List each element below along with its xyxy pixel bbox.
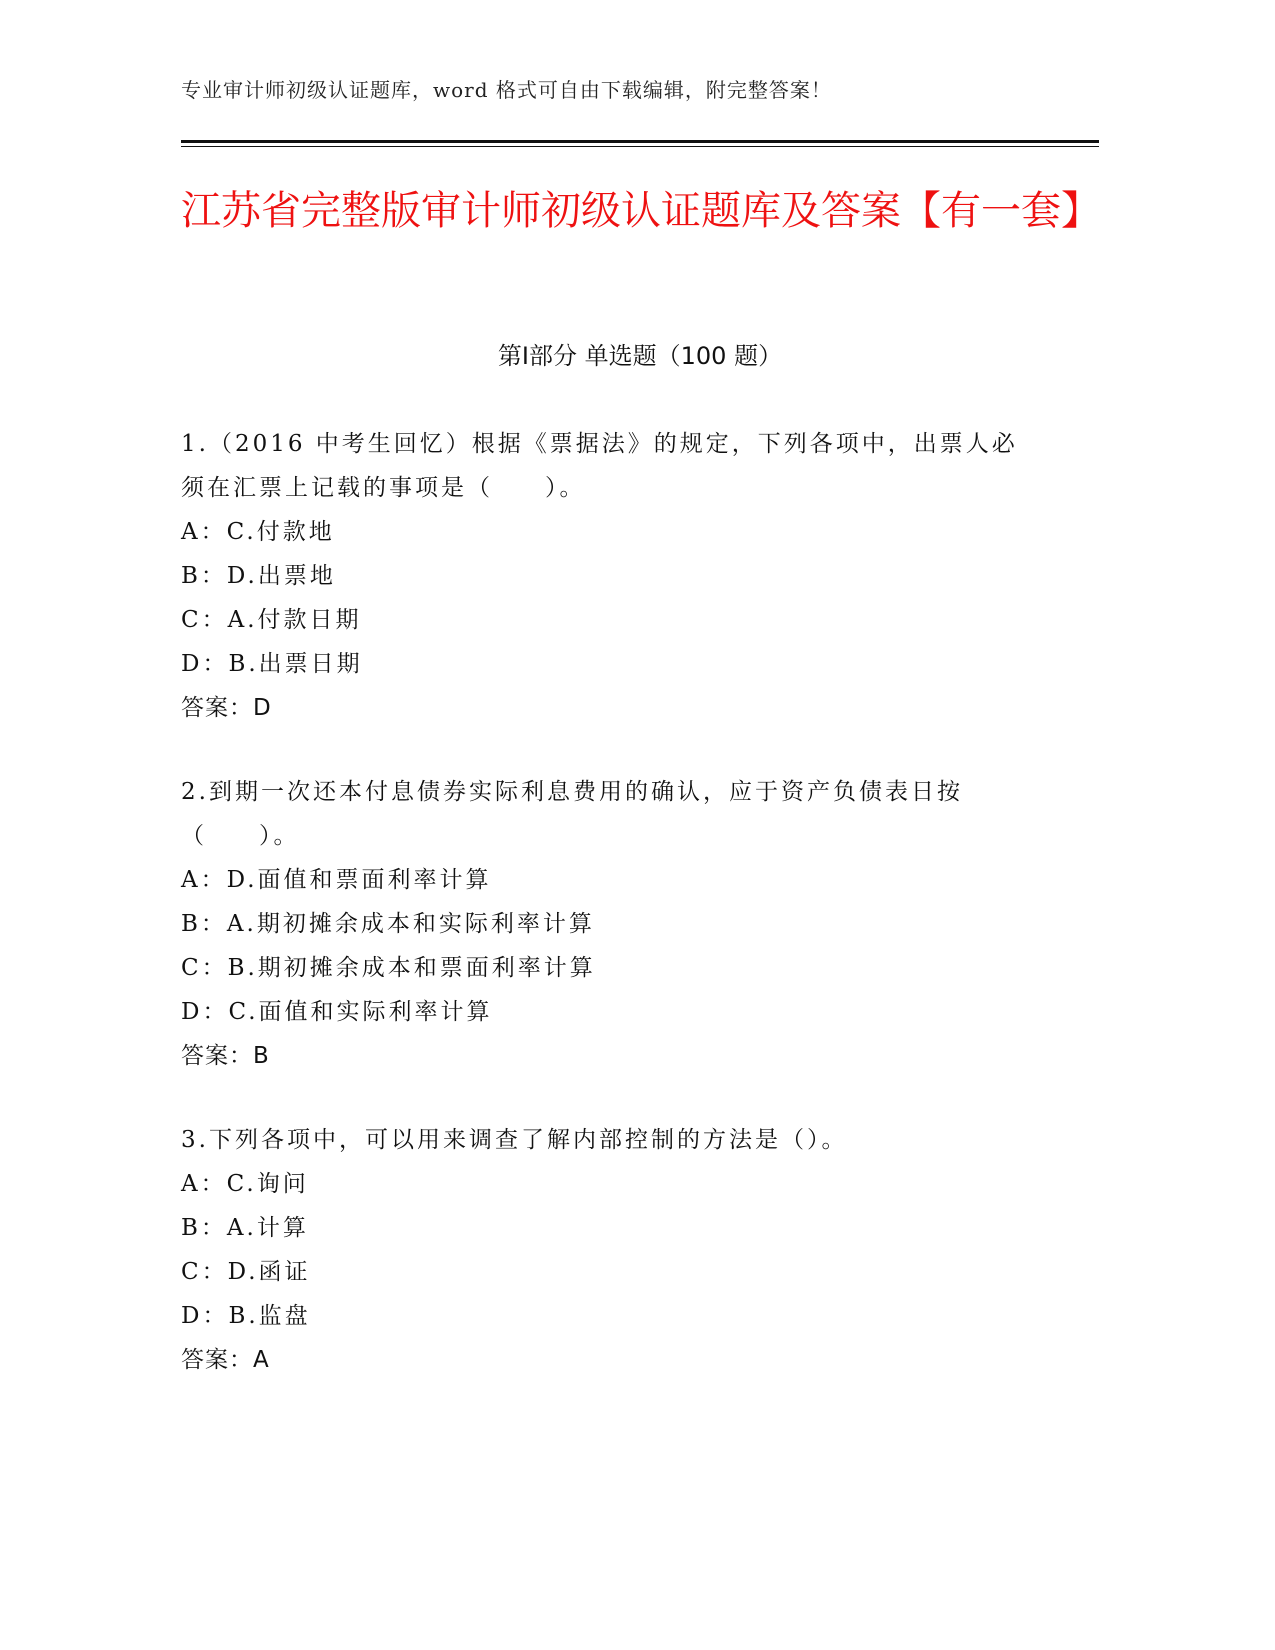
option-b: B：A.期初摊余成本和实际利率计算 <box>181 911 595 937</box>
option-b: B：D.出票地 <box>181 563 336 589</box>
header-divider-thick <box>181 140 1099 143</box>
option-a: A：C.付款地 <box>181 519 335 545</box>
document-title: 江苏省完整版审计师初级认证题库及答案【有一套】 <box>181 188 1101 234</box>
option-b: B：A.计算 <box>181 1215 309 1241</box>
page-header-tagline: 专业审计师初级认证题库，word 格式可自由下载编辑，附完整答案！ <box>181 78 832 102</box>
answer-line: 答案：A <box>181 1347 270 1373</box>
header-divider-thin <box>181 146 1099 147</box>
question-1 <box>181 422 1031 730</box>
option-d: D：C.面值和实际利率计算 <box>181 999 493 1025</box>
option-a: A：C.询问 <box>181 1171 309 1197</box>
option-d: D：B.出票日期 <box>181 651 363 677</box>
question-stem: 3.下列各项中，可以用来调查了解内部控制的方法是（）。 <box>181 1127 848 1153</box>
answer-line: 答案：B <box>181 1043 270 1069</box>
question-3 <box>181 1118 1031 1382</box>
section-heading: 第Ⅰ部分 单选题（100 题） <box>497 342 783 370</box>
option-c: C：D.函证 <box>181 1259 311 1285</box>
option-c: C：B.期初摊余成本和票面利率计算 <box>181 955 596 981</box>
option-c: C：A.付款日期 <box>181 607 362 633</box>
option-a: A：D.面值和票面利率计算 <box>181 867 492 893</box>
question-stem: 2.到期一次还本付息债券实际利息费用的确认，应于资产负债表日按（ ）。 <box>181 779 963 849</box>
question-2 <box>181 770 1031 1078</box>
question-stem: 1.（2016 中考生回忆）根据《票据法》的规定，下列各项中，出票人必须在汇票上记载的事项是（ ）。 <box>181 431 1018 501</box>
option-d: D：B.监盘 <box>181 1303 311 1329</box>
answer-line: 答案：D <box>181 695 272 721</box>
